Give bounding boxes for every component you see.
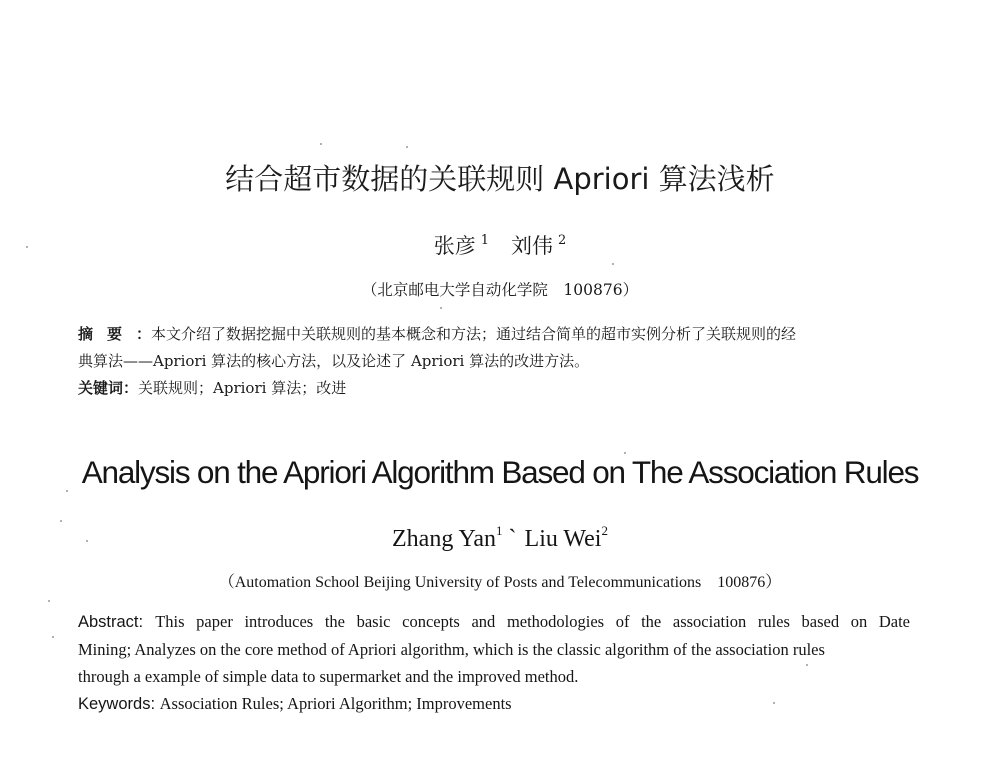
- author-separator: `: [508, 526, 517, 552]
- scan-speck: [52, 636, 54, 638]
- scan-speck: [26, 246, 28, 248]
- english-keywords-text: Association Rules; Apriori Algorithm; Improvements: [159, 694, 512, 713]
- scan-speck: [406, 146, 408, 148]
- chinese-abstract-line: 典算法——Apriori 算法的核心方法，以及论述了 Apriori 算法的改进方法。: [78, 352, 590, 370]
- english-abstract: [78, 608, 910, 718]
- chinese-keywords: [78, 375, 918, 402]
- scan-speck: [624, 452, 626, 454]
- label-colon: ：: [136, 325, 152, 343]
- english-abstract-label: Abstract: [78, 613, 139, 631]
- author-name: 张彦: [433, 234, 476, 258]
- scan-speck: [320, 143, 322, 145]
- chinese-abstract-line: [78, 321, 918, 348]
- label-colon: :: [138, 613, 156, 631]
- chinese-affiliation: （北京邮电大学自动化学院 100876）: [361, 281, 639, 299]
- english-keywords: [78, 690, 910, 718]
- english-abstract-line: Mining; Analyzes on the core method of Apriori algorithm, which is the classic algorithm of the association rules: [78, 640, 825, 659]
- chinese-abstract: [78, 321, 918, 402]
- english-abstract-text: This paper introduces the basic concepts and methodologies of the association rules based on Date: [155, 612, 911, 631]
- scan-speck: [806, 664, 808, 666]
- english-abstract-line: [78, 608, 910, 636]
- scan-speck: [48, 600, 50, 602]
- author-name: Liu Wei: [524, 526, 602, 552]
- author-affiliation-mark: 2: [601, 523, 608, 538]
- chinese-abstract-text: 本文介绍了数据挖掘中关联规则的基本概念和方法；通过结合简单的超市实例分析了关联规则的经: [151, 325, 797, 343]
- chinese-abstract-label: 摘要: [78, 325, 137, 343]
- english-keywords-label: Keywords: [78, 695, 151, 713]
- chinese-keywords-text: 关联规则；Apriori 算法；改进: [138, 379, 347, 397]
- label-colon: ：: [123, 379, 139, 397]
- chinese-authors: [0, 230, 1000, 260]
- scan-speck: [773, 702, 775, 704]
- scan-speck: [86, 540, 88, 542]
- scan-speck: [66, 490, 68, 492]
- english-title: Analysis on the Apriori Algorithm Based on The Association Rules: [81, 454, 919, 490]
- author-name: 刘伟: [511, 234, 553, 258]
- author-affiliation-mark: 1: [480, 233, 489, 248]
- scan-speck: [612, 263, 614, 265]
- english-affiliation: （Automation School Beijing University of Posts and Telecommunications 100876）: [218, 574, 782, 591]
- author-name: Zhang Yan: [392, 526, 497, 552]
- author-affiliation-mark: 2: [558, 233, 567, 248]
- label-colon: :: [150, 695, 160, 713]
- scan-speck: [60, 520, 62, 522]
- author-affiliation-mark: 1: [496, 523, 503, 538]
- scan-speck: [440, 307, 442, 309]
- english-abstract-line: through a example of simple data to supermarket and the improved method.: [78, 667, 579, 686]
- english-authors: [0, 523, 1000, 553]
- chinese-keywords-label: 关键词: [78, 379, 124, 397]
- chinese-title: 结合超市数据的关联规则 Apriori 算法浅析: [225, 162, 775, 196]
